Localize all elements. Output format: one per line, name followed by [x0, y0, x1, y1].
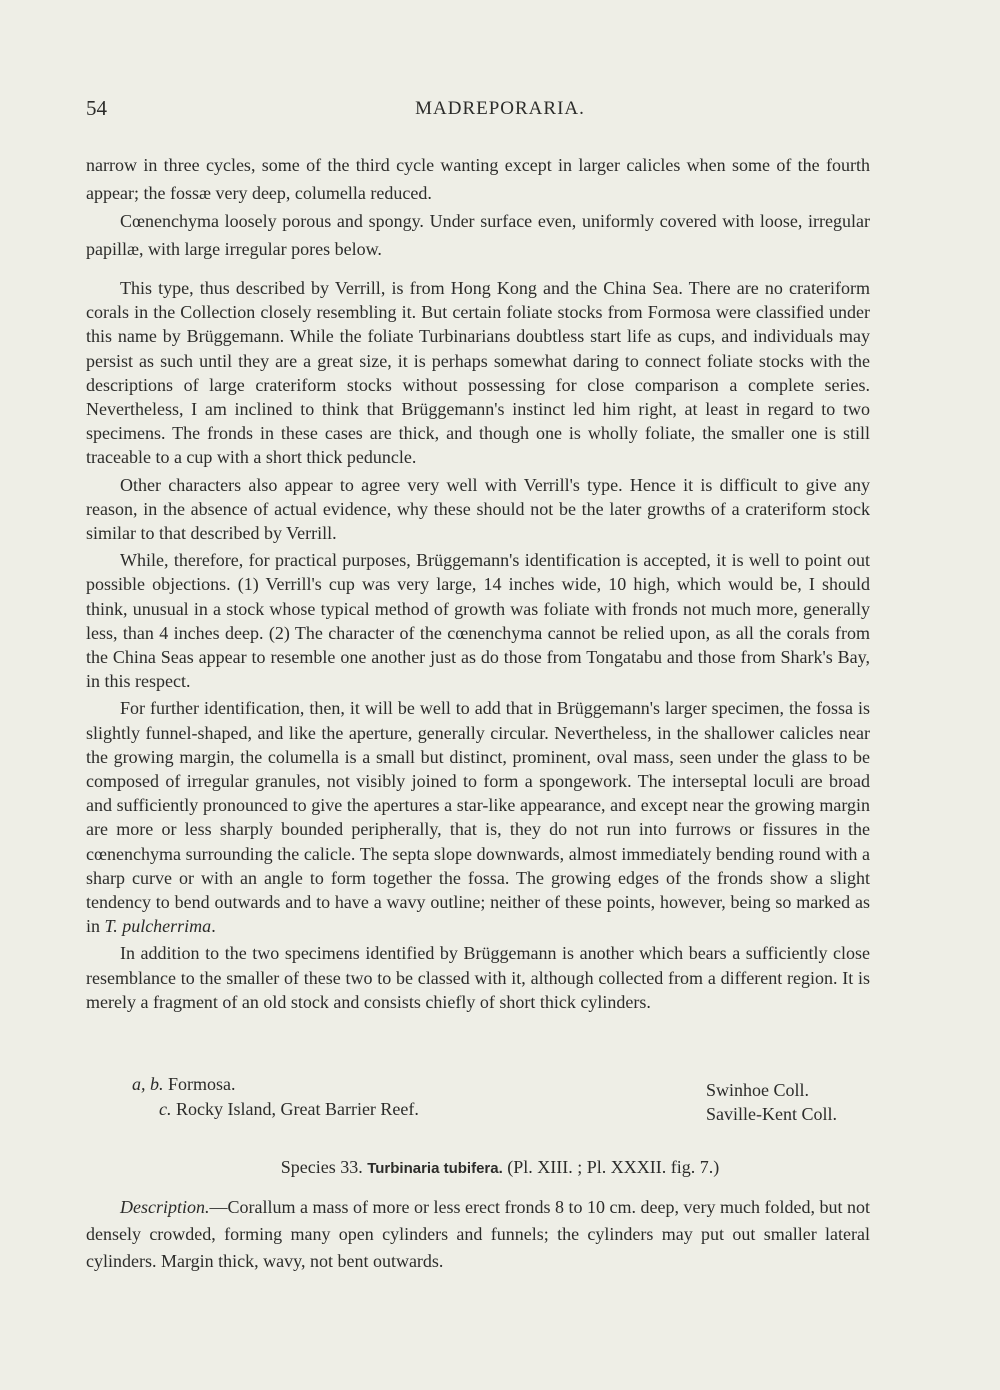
page-number: 54: [86, 96, 107, 120]
specimen-locality: Formosa.: [168, 1074, 236, 1094]
identification-text: For further identification, then, it will be well to add that in Brüggemann's larger specimen, the fossa is slightly funnel-shaped, and like the aperture, generally circular. Nevertheless, in the shallower calicles near the growing margin, the columella is a small but distinct, prominent, oval mass, seen under the glass to be composed of irregular granules, not visibly joined to form a spongework. The interseptal loculi are broad and sufficiently pronounced to give the apertures a star-like appearance, and except near the growing margin are more or less sharply bounded peripherally, that is, they do not run into furrows or fissures in the cœnenchyma surrounding the calicle. The septa slope downwards, almost immediately bending round with a sharp curve or with an angle to form together the fossa. The growing edges of the fronds show a slight tendency to bend outwards and to have a wavy outline; neither of these points, however, being so marked as in: [86, 698, 870, 937]
specimen-letter: a, b.: [132, 1074, 164, 1094]
species-heading: [0, 1157, 1000, 1178]
species-number: Species 33.: [280, 1157, 363, 1177]
specimen-collection-ab: Swinhoe Coll.: [706, 1080, 810, 1100]
paragraph-coenenchyma: Cœnenchyma loosely porous and spongy. Under surface even, uniformly covered with loose, irregular papillæ, with large irregular pores below.: [86, 211, 870, 259]
description-text: —Corallum a mass of more or less erect fronds 8 to 10 cm. deep, very much folded, but not densely crowded, forming many open cylinders and funnels; the cylinders may put out smaller lateral cylinders. Margin thick, wavy, not bent outwards.: [86, 1197, 870, 1271]
species-reference: T. pulcherrima: [104, 916, 212, 937]
text-block-top: [86, 152, 870, 264]
paragraph-objections: While, therefore, for practical purposes, Brüggemann's identification is accepted, it is well to point out possible objections. (1) Verrill's cup was very large, 14 inches wide, 10 high, which would be, I should think, unusual in a stock whose typical method of growth was foliate with fronds not much more, generally less, than 4 inches deep. (2) The character of the cœnenchyma cannot be relied upon, as all the corals from the China Seas appear to resemble one another just as do those from Tongatabu and those from Shark's Bay, in this respect.: [86, 550, 870, 692]
specimen-locality-ab: [132, 1072, 236, 1096]
identification-end: .: [211, 916, 216, 937]
running-head: MADREPORARIA.: [415, 98, 585, 119]
paragraph-description: [86, 1194, 870, 1275]
species-name: Turbinaria tubifera.: [367, 1160, 503, 1177]
paragraph-identification: [86, 696, 870, 938]
specimen-collection-c: Saville-Kent Coll.: [706, 1104, 837, 1124]
text-block-description: [86, 1194, 870, 1275]
specimen-letter: c.: [159, 1099, 172, 1119]
paragraph-continuation: narrow in three cycles, some of the third cycle wanting except in larger calicles when some of the fourth appear; the fossæ very deep, columella reduced.: [86, 155, 870, 203]
specimen-locality-c: [159, 1097, 419, 1121]
description-label: Description.: [120, 1197, 210, 1217]
paragraph-type-verrill: This type, thus described by Verrill, is from Hong Kong and the China Sea. There are no crateriform corals in the Collection closely resembling it. But certain foliate stocks from Formosa were classified under this name by Brüggemann. While the foliate Turbinarians doubtless start life as cups, and individuals may persist as such until they are a great size, it is perhaps somewhat daring to connect foliate stocks with the descriptions of large crateriform stocks without possessing for close comparison a complete series. Nevertheless, I am inclined to think that Brüggemann's instinct led him right, at least in regard to two specimens. The fronds in these cases are thick, and though one is wholly foliate, the smaller one is still traceable to a cup with a short thick peduncle.: [86, 278, 870, 468]
text-block-main: [86, 276, 870, 1017]
paragraph-other-characters: Other characters also appear to agree very well with Verrill's type. Hence it is difficult to give any reason, in the absence of actual evidence, why these should not be the later growths of a crateriform stock similar to that described by Verrill.: [86, 474, 870, 544]
paragraph-addition: In addition to the two specimens identified by Brüggemann is another which bears a sufficiently close resemblance to the smaller of these two to be classed with it, although collected from a different region. It is merely a fragment of an old stock and consists chiefly of short thick cylinders.: [86, 943, 870, 1012]
specimen-locality: Rocky Island, Great Barrier Reef.: [176, 1099, 419, 1119]
species-plates: (Pl. XIII. ; Pl. XXXII. fig. 7.): [507, 1157, 720, 1177]
